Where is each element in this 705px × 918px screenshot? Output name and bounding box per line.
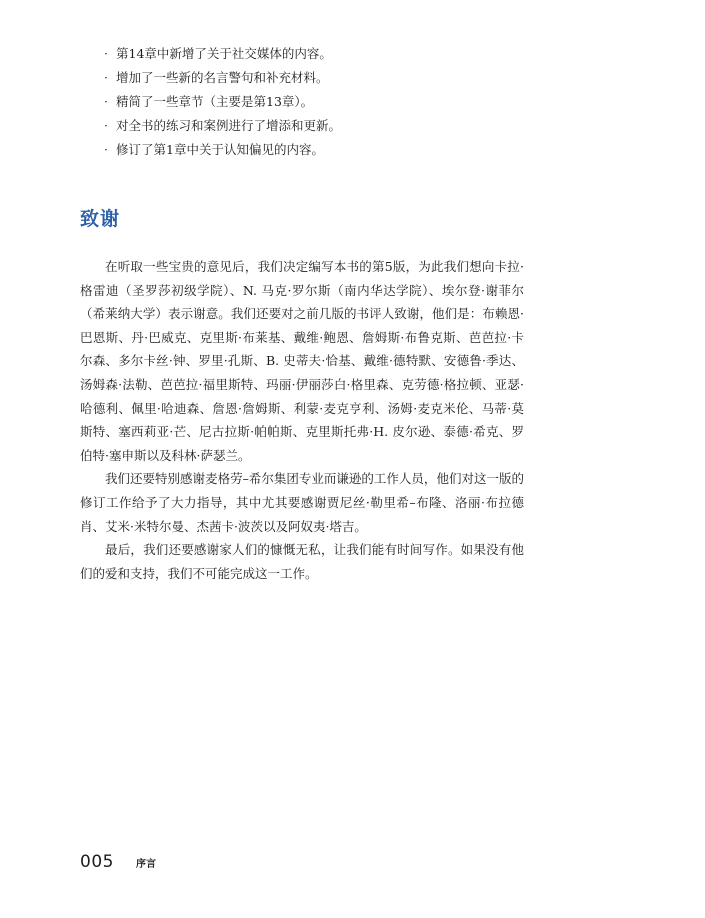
change-list-item-text: 对全书的练习和案例进行了增添和更新。 xyxy=(116,118,342,133)
running-section-label: 序言 xyxy=(135,859,156,870)
change-list-item-text: 精简了一些章节（主要是第13章）。 xyxy=(116,94,314,109)
bullet-marker: · xyxy=(104,118,108,133)
change-list-item xyxy=(104,114,624,138)
bullet-marker: · xyxy=(104,70,108,85)
acknowledgements-body xyxy=(80,255,524,585)
bullet-marker: · xyxy=(104,94,108,109)
change-list-item-text: 第14章中新增了关于社交媒体的内容。 xyxy=(116,46,332,61)
change-list-item-text: 增加了一些新的名言警句和补充材料。 xyxy=(116,70,329,85)
change-list-item xyxy=(104,66,624,90)
paragraph: 在听取一些宝贵的意见后，我们决定编写本书的第5版，为此我们想向卡拉·格雷迪（圣罗莎初级学院）、N. 马克·罗尔斯（南内华达学院）、埃尔登·谢菲尔（希莱纳大学）表示谢意。我们还要对之前几版的书评人致谢，他们是：布赖恩·巴恩斯、丹·巴威克、克里斯·布莱基、戴维·鲍恩、詹姆斯·布鲁克斯、芭芭拉·卡尔森、多尔卡丝·钟、罗里·孔斯、B. 史蒂夫·恰基、戴维·德特默、安德鲁·季达、汤姆森·法勒、芭芭拉·福里斯特、玛丽·伊丽莎白·格里森、克劳德·格拉顿、亚瑟·哈德利、佩里·哈迪森、詹恩·詹姆斯、利蒙·麦克亨利、汤姆·麦克米伦、马蒂·莫斯特、塞西莉亚·芒、尼古拉斯·帕帕斯、克里斯托弗·H. 皮尔逊、泰德·希克、罗伯特·塞申斯以及科林·萨瑟兰。 xyxy=(80,259,524,463)
bullet-marker: · xyxy=(104,46,108,61)
change-list xyxy=(104,42,624,162)
bullet-marker: · xyxy=(104,142,108,157)
page-footer xyxy=(80,852,156,872)
section-heading: 致谢 xyxy=(80,208,121,230)
change-list-item xyxy=(104,138,624,162)
change-list-item xyxy=(104,90,624,114)
paragraph: 我们还要特别感谢麦格劳–希尔集团专业而谦逊的工作人员，他们对这一版的修订工作给予了大力指导，其中尤其要感谢贾尼丝·勒里希–布隆、洛丽·布拉德肖、艾米·米特尔曼、杰茜卡·波茨以及阿奴夷·塔吉。 xyxy=(80,471,524,534)
change-list-item-text: 修订了第1章中关于认知偏见的内容。 xyxy=(116,142,324,157)
page-number: 005 xyxy=(80,852,114,872)
change-list-item xyxy=(104,42,624,66)
paragraph: 最后，我们还要感谢家人们的慷慨无私，让我们能有时间写作。如果没有他们的爱和支持，我们不可能完成这一工作。 xyxy=(80,542,524,581)
